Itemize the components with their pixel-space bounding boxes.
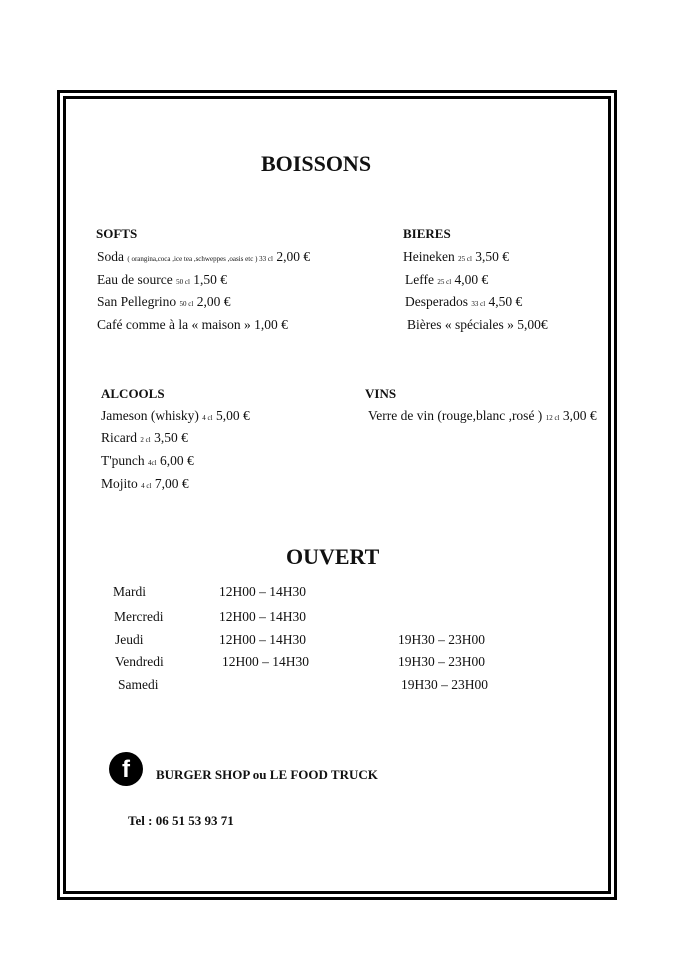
item-name: T'punch: [101, 453, 145, 468]
item-name: Eau de source: [97, 272, 173, 287]
item-price: 3,50 €: [475, 249, 510, 264]
item-volume: 33 cl: [471, 300, 486, 308]
item-volume: 4 cl: [141, 482, 152, 490]
item-volume: 50 cl: [179, 300, 194, 308]
hours-soir: 19H30 – 23H00: [398, 632, 485, 647]
alcools-heading: ALCOOLS: [101, 386, 165, 401]
item-price: 2,00 €: [276, 249, 311, 264]
boissons-title: BOISSONS: [261, 151, 372, 176]
item-name: Jameson (whisky): [101, 408, 199, 423]
menu-item: [368, 408, 597, 426]
item-volume: 50 cl: [176, 278, 190, 286]
item-price: 1,50 €: [193, 272, 228, 287]
item-name: Bières « spéciales »: [407, 317, 514, 332]
phone-number: Tel : 06 51 53 93 71: [128, 813, 234, 828]
item-price: 1,00 €: [254, 317, 288, 332]
hours-soir: 19H30 – 23H00: [401, 677, 488, 692]
item-price: 3,50 €: [154, 430, 188, 445]
hours-soir: 19H30 – 23H00: [398, 654, 485, 669]
item-volume: 4 cl: [202, 414, 213, 422]
menu-item: [405, 272, 488, 290]
item-price: 2,00 €: [196, 294, 231, 309]
softs-heading: SOFTS: [96, 226, 138, 241]
hours-midi: 12H00 – 14H30: [222, 654, 309, 669]
item-name: Desperados: [405, 294, 468, 309]
vins-heading: VINS: [365, 386, 397, 401]
menu-item: [101, 408, 250, 426]
hours-day: Mercredi: [114, 609, 164, 624]
menu-item: [97, 317, 288, 335]
item-volume: 2 cl: [140, 436, 151, 444]
item-price: 7,00 €: [154, 476, 189, 491]
item-name: Ricard: [101, 430, 137, 445]
menu-item: [101, 430, 188, 448]
item-name: Soda: [97, 249, 124, 264]
item-price: 4,00 €: [454, 272, 489, 287]
item-price: 6,00 €: [159, 453, 194, 468]
item-price: 5,00€: [517, 317, 548, 332]
hours-day: Jeudi: [115, 632, 144, 647]
item-price: 5,00 €: [215, 408, 250, 423]
item-price: 3,00 €: [562, 408, 597, 423]
hours-day: Mardi: [113, 584, 146, 599]
item-volume: 25 cl: [458, 255, 472, 263]
item-name: Leffe: [405, 272, 434, 287]
menu-item: [101, 453, 194, 471]
item-name: Mojito: [101, 476, 138, 491]
menu-item: [97, 249, 310, 267]
menu-item: [97, 294, 230, 312]
facebook-icon[interactable]: f: [109, 752, 143, 786]
menu-item: [403, 249, 509, 267]
menu-item: [407, 317, 548, 335]
item-volume: 4cl: [148, 459, 157, 467]
item-volume: 12 cl: [545, 414, 560, 422]
hours-day: Vendredi: [115, 654, 164, 669]
item-name: San Pellegrino: [97, 294, 177, 309]
item-volume: ( orangina,coca ,ice tea ,schweppes ,oasis etc ) 33 cl: [127, 255, 273, 263]
hours-day: Samedi: [118, 677, 159, 692]
item-volume: 25 cl: [437, 278, 452, 286]
menu-item: [101, 476, 189, 494]
item-name: Heineken: [403, 249, 455, 264]
menu-item: [405, 294, 522, 312]
hours-midi: 12H00 – 14H30: [219, 584, 306, 599]
bieres-heading: BIERES: [403, 226, 451, 241]
hours-midi: 12H00 – 14H30: [219, 609, 306, 624]
item-price: 4,50 €: [488, 294, 523, 309]
facebook-label: BURGER SHOP ou LE FOOD TRUCK: [156, 767, 378, 782]
hours-midi: 12H00 – 14H30: [219, 632, 306, 647]
item-name: Café comme à la « maison »: [97, 317, 251, 332]
ouvert-title: OUVERT: [286, 544, 380, 569]
menu-item: [97, 272, 227, 290]
item-name: Verre de vin (rouge,blanc ,rosé ): [368, 408, 543, 423]
